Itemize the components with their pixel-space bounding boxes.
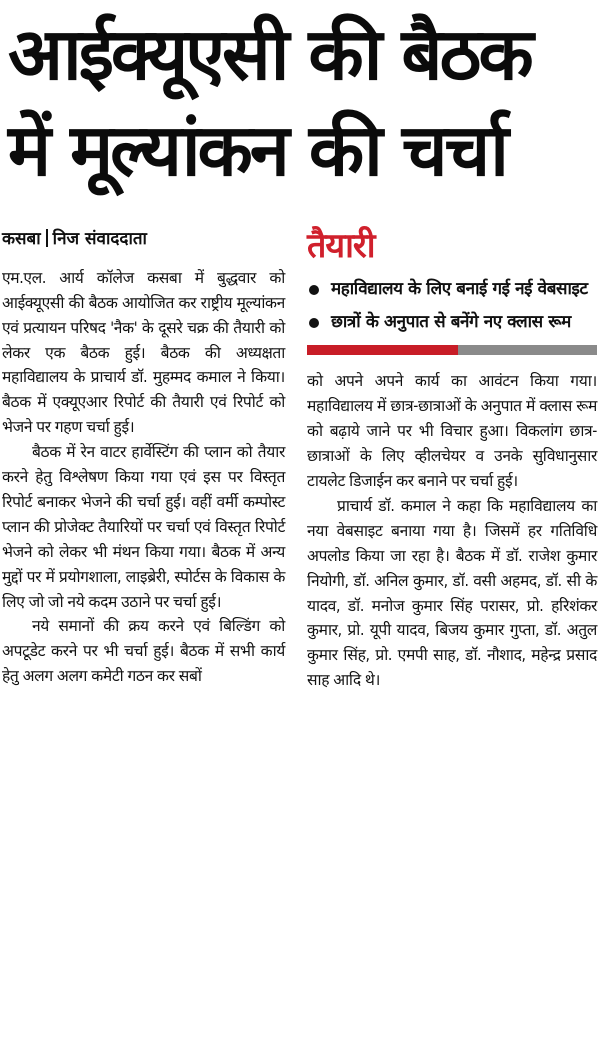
article-paragraph: बैठक में रेन वाटर हार्वेस्टिंग की प्लान को तैयार करने हेतु विश्लेषण किया गया एवं इस पर विस्तृत रिपोर्ट बनाकर भेजने की चर्चा हुई। वहीं वर्मी कम्पोस्ट प्लान की प्रोजेक्ट तैयारियों पर चर्चा एवं विस्तृत रिपोर्ट भेजने को लेकर भी मंथन किया गया। बैठक में अन्य मुद्दों पर में प्रयोगशाला, लाइब्रेरी, स्पोर्टस के विकास के लिए जो जो नये कदम उठाने पर चर्चा हुई। — [2, 443, 285, 611]
byline-separator — [46, 229, 48, 247]
bullet-dot-icon — [309, 285, 319, 295]
bullet-dot-icon — [309, 318, 319, 328]
highlight-item — [307, 310, 597, 335]
right-column — [307, 228, 597, 693]
highlight-text: छात्रों के अनुपात से बनेंगे नए क्लास रूम — [331, 312, 571, 333]
highlight-item — [307, 277, 597, 302]
highlight-text: महाविद्यालय के लिए बनाई गई नई वेबसाइट — [331, 279, 588, 300]
article-paragraph: एम.एल. आर्य कॉलेज कसबा में बुद्धवार को आईक्यूएसी की बैठक आयोजित कर राष्ट्रीय मूल्यांकन एवं प्रत्यायन परिषद 'नैक' के दूसरे चक्र की तैयारी को लेकर एक बैठक हुई। बैठक की अध्यक्षता महाविद्यालय के प्राचार्य डॉ. मुहम्मद कमाल ने किया। बैठक में एक्यूएआर रिपोर्ट की तैयारी एवं रिपोर्ट को भेजने पर गहण चर्चा हुई। — [2, 268, 285, 437]
headline-line-2: में मूल्यांकन की चर्चा — [8, 108, 506, 192]
left-column — [2, 228, 285, 689]
byline-place: कसबा — [2, 229, 41, 249]
highlight-list — [307, 277, 597, 335]
byline-reporter: निज संवाददाता — [52, 229, 147, 249]
article-paragraph: को अपने अपने कार्य का आवंटन किया गया। महाविद्यालय में छात्र-छात्राओं के अनुपात में क्लास रूम को बढ़ाये जाने पर भी विचार हुआ। विकलांग छात्र-छात्राओं के लिए व्हीलचेयर व उनके सुविधानुसार टायलेट डिजाईन कर बनाने पर चर्चा हुई। — [307, 372, 597, 491]
headline-line-1: आईक्यूएसी की बैठक — [8, 12, 531, 96]
byline — [2, 228, 285, 252]
section-title: तैयारी — [307, 226, 375, 266]
article-paragraph: प्राचार्य डॉ. कमाल ने कहा कि महाविद्यालय का नया वेबसाइट बनाया गया है। जिसमें हर गतिविधि अपलोड किया जा रहा है। बैठक में डॉ. राजेश कुमार नियोगी, डॉ. अनिल कुमार, डॉ. वसी अहमद, डॉ. सी के यादव, डॉ. मनोज कुमार सिंह परासर, प्रो. हरिशंकर कुमार, प्रो. यूपी यादव, बिजय कुमार गुप्ता, डॉ. अतुल कुमार सिंह, प्रो. एमपी साह, डॉ. नौशाद, महेन्द्र प्रसाद साह आदि थे। — [307, 496, 597, 690]
section-divider — [307, 345, 597, 355]
section-divider-grey — [458, 345, 597, 355]
article-paragraph: नये समानों की क्रय करने एवं बिल्डिंग को अपटूडेट करने पर भी चर्चा हुई। बैठक में सभी कार्य हेतु अलग अलग कमेटी गठन कर सबों — [2, 617, 285, 686]
